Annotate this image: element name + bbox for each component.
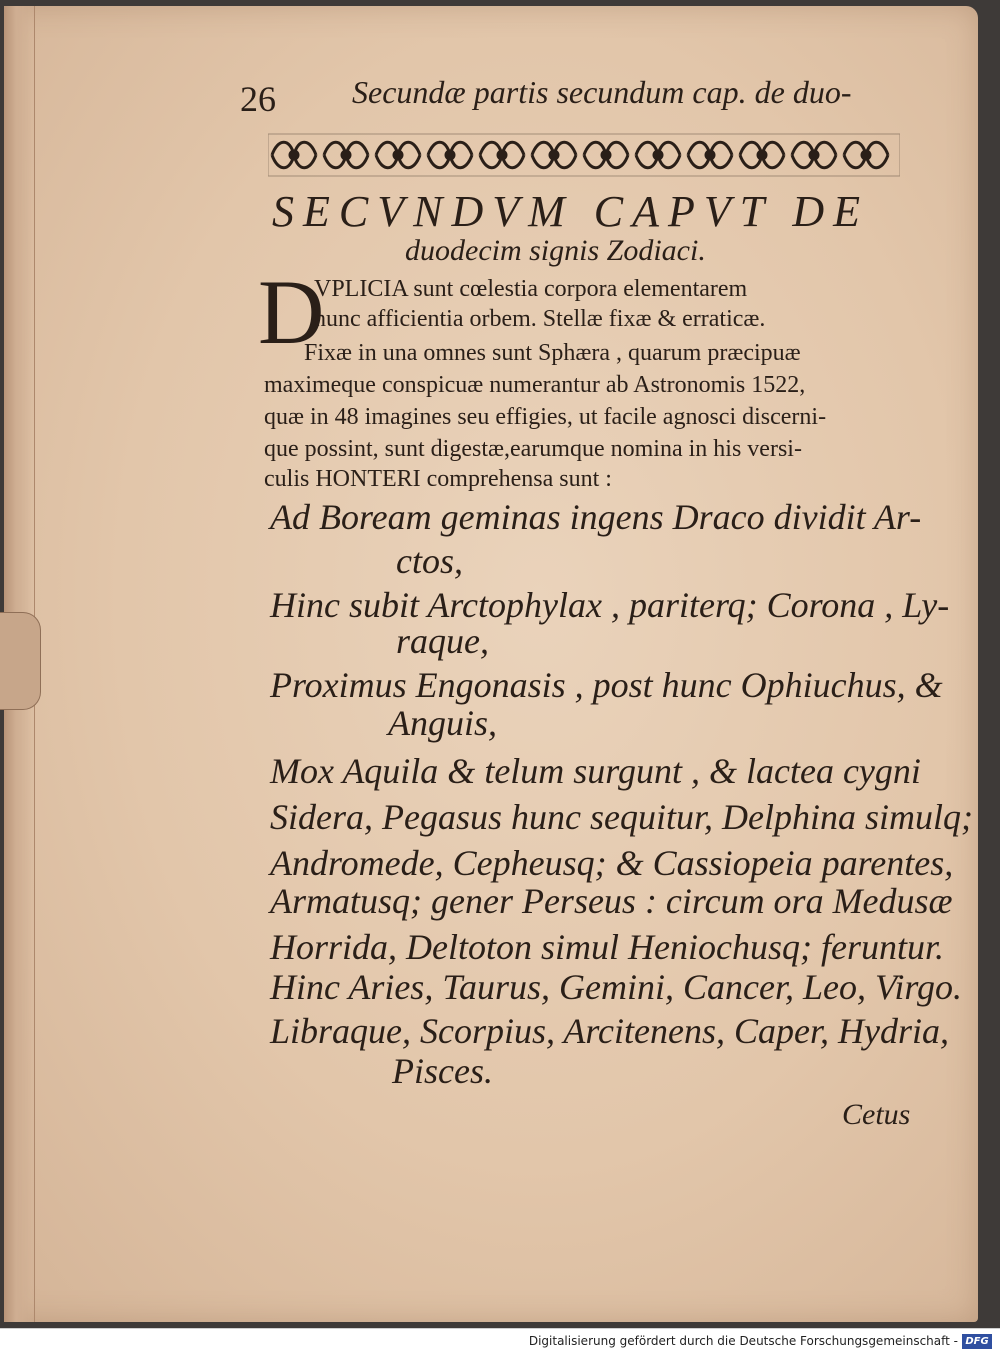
- ornament-dot: [550, 151, 558, 159]
- prose-line-4: maximeque conspicuæ numerantur ab Astronomis 1522,: [264, 372, 806, 398]
- verse-line-12: Hinc Aries, Taurus, Gemini, Cancer, Leo, Virgo.: [270, 967, 963, 1007]
- verse-line-9: Andromede, Cepheusq; & Cassiopeia parentes,: [270, 843, 954, 883]
- verse-line-5: Proximus Engonasis , post hunc Ophiuchus, &: [270, 665, 943, 705]
- ornament-dot: [706, 151, 714, 159]
- ornament-band: [268, 132, 900, 178]
- prose-line-1: VPLICIA sunt cœlestia corpora elementarem: [314, 276, 748, 302]
- chapter-title: SECVNDVM CAPVT DE: [272, 187, 870, 236]
- drop-capital: D: [258, 261, 325, 363]
- ornament-dot: [290, 151, 298, 159]
- verse-line-14: Pisces.: [392, 1051, 493, 1091]
- verse-line-3: Hinc subit Arctophylax , pariterq; Corona , Ly-: [270, 585, 950, 625]
- verse-line-6: Anguis,: [388, 703, 498, 743]
- chapter-subtitle: duodecim signis Zodiaci.: [405, 234, 706, 267]
- footer-credit: Digitalisierung gefördert durch die Deutsche Forschungsgemeinschaft -: [528, 1334, 958, 1348]
- ornament-dot: [498, 151, 506, 159]
- ornament-dot: [758, 151, 766, 159]
- ornament-dot: [654, 151, 662, 159]
- dfg-logo: DFG: [962, 1334, 992, 1349]
- verse-line-13: Libraque, Scorpius, Arcitenens, Caper, Hydria,: [270, 1011, 949, 1051]
- clasp-tab: [0, 612, 41, 710]
- ornament-dot: [446, 151, 454, 159]
- running-head: Secundæ partis secundum cap. de duo-: [352, 74, 852, 110]
- verse-line-10: Armatusq; gener Perseus : circum ora Medusæ: [270, 881, 953, 921]
- verse-line-8: Sidera, Pegasus hunc sequitur, Delphina simulq;: [270, 797, 973, 837]
- ornament-dot: [602, 151, 610, 159]
- verse-line-1: Ad Boream geminas ingens Draco dividit Ar-: [270, 497, 922, 537]
- ornament-dot: [394, 151, 402, 159]
- catchword: Cetus: [842, 1098, 911, 1131]
- verse-line-11: Horrida, Deltoton simul Heniochusq; feruntur.: [270, 927, 944, 967]
- prose-line-6: que possint, sunt digestæ,earumque nomina in his versi-: [264, 436, 802, 462]
- prose-line-7: culis HONTERI comprehensa sunt :: [264, 466, 612, 492]
- verse-line-2: ctos,: [396, 541, 463, 581]
- prose-line-5: quæ in 48 imagines seu effigies, ut facile agnosci discerni-: [264, 404, 827, 430]
- footer-bar: [0, 1328, 1000, 1355]
- verse-line-4: raque,: [396, 621, 489, 661]
- page-number: 26: [240, 79, 276, 119]
- prose-line-2: hunc afficientia orbem. Stellæ fixæ & erraticæ.: [314, 306, 766, 332]
- verse-line-7: Mox Aquila & telum surgunt , & lactea cygni: [270, 751, 921, 791]
- ornament-dot: [810, 151, 818, 159]
- ornament-dot: [862, 151, 870, 159]
- ornament-dot: [342, 151, 350, 159]
- prose-line-3: Fixæ in una omnes sunt Sphæra , quarum præcipuæ: [304, 340, 801, 366]
